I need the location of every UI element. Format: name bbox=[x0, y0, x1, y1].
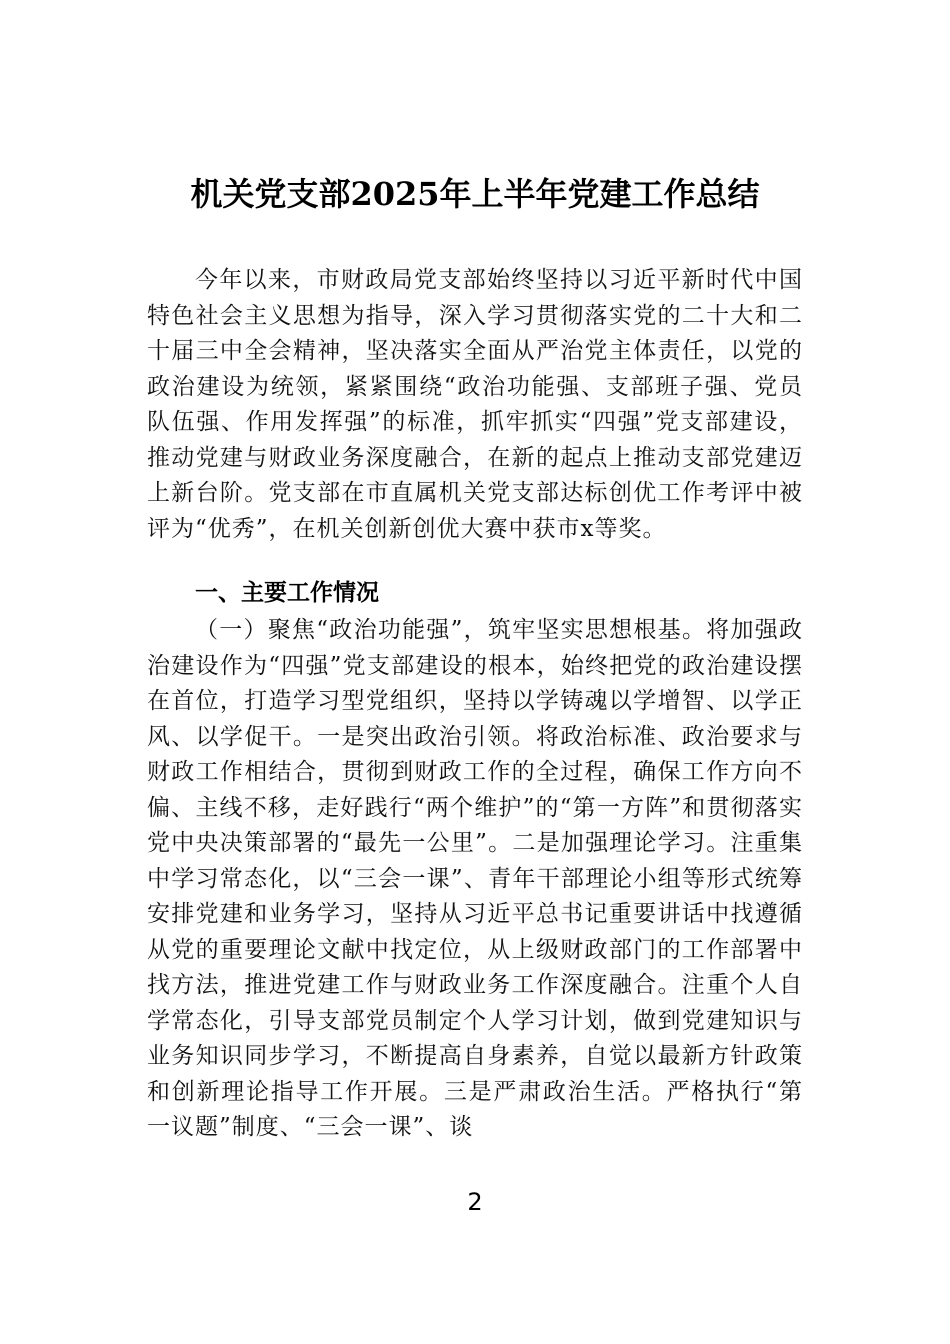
body-paragraph: （一）聚焦“政治功能强”，筑牢坚实思想根基。将加强政治建设作为“四强”党支部建设的根本，始终把党的政治建设摆在首位，打造学习型党组织，坚持以学铸魂以学增智、以学正风、以学促干。一是突出政治引领。将政治标准、政治要求与财政工作相结合，贯彻到财政工作的全过程，确保工作方向不偏、主线不移，走好践行“两个维护”的“第一方阵”和贯彻落实党中央决策部署的“最先一公里”。二是加强理论学习。注重集中学习常态化，以“三会一课”、青年干部理论小组等形式统筹安排党建和业务学习，坚持从习近平总书记重要讲话中找遵循从党的重要理论文献中找定位，从上级财政部门的工作部署中找方法，推进党建工作与财政业务工作深度融合。注重个人自学常态化，引导支部党员制定个人学习计划，做到党建知识与业务知识同步学习，不断提高自身素养，自觉以最新方针政策和创新理论指导工作开展。三是严肃政治生活。严格执行“第一议题”制度、“三会一课”、谈 bbox=[147, 617, 803, 1140]
document-title: 机关党支部2025年上半年党建工作总结 bbox=[190, 175, 760, 213]
section-heading: 一、主要工作情况 bbox=[195, 580, 379, 606]
intro-paragraph: 今年以来，市财政局党支部始终坚持以习近平新时代中国特色社会主义思想为指导，深入学习贯彻落实党的二十大和二十届三中全会精神，坚决落实全面从严治党主体责任，以党的政治建设为统领，紧紧围绕“政治功能强、支部班子强、党员队伍强、作用发挥强”的标准，抓牢抓实“四强”党支部建设，推动党建与财政业务深度融合，在新的起点上推动支部党建迈上新台阶。党支部在市直属机关党支部达标创优工作考评中被评为“优秀”，在机关创新创优大赛中获市x等奖。 bbox=[147, 267, 803, 542]
page-number: 2 bbox=[467, 1188, 483, 1216]
